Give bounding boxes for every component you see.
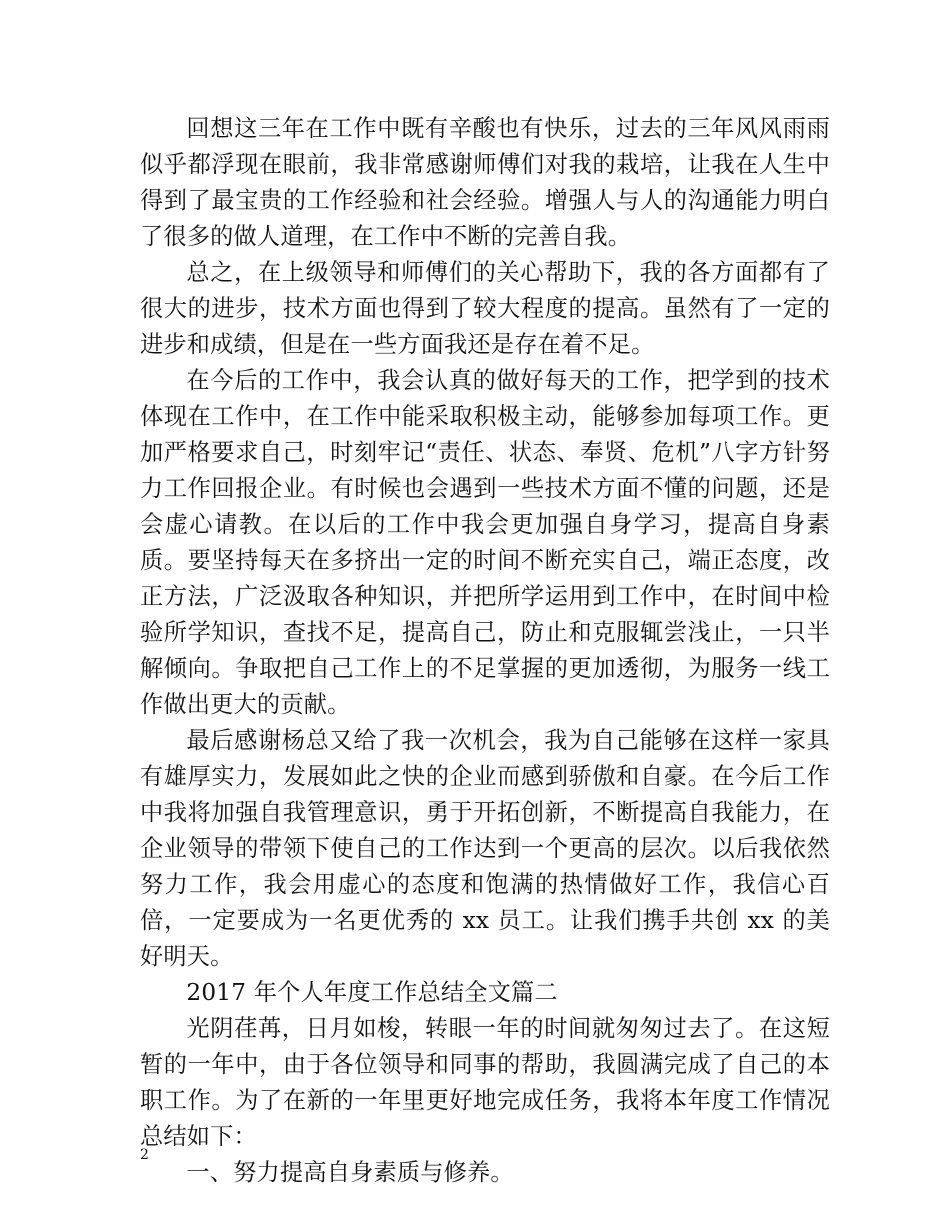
paragraph-future-work: 在今后的工作中，我会认真的做好每天的工作，把学到的技术体现在工作中，在工作中能采取积极主动，能够参加每项工作。更加严格要求自己，时刻牢记“责任、状态、奉贤、危机”八字方针努力工作回报企业。有时候也会遇到一些技术方面不懂的问题，还是会虚心请教。在以后的工作中我会更加强自身学习，提高自身素质。要坚持每天在多挤出一定的时间不断充实自己，端正态度，改正方法，广泛汲取各种知识，并把所学运用到工作中，在时间中检验所学知识，查找不足，提高自己，防止和克服辄尝浅止，一只半解倾向。争取把自己工作上的不足掌握的更加透彻，为服务一线工作做出更大的贡献。 xyxy=(140,367,830,718)
subheading-self-improvement: 一、努力提高自身素质与修养。 xyxy=(186,1159,514,1186)
paragraph-reflection: 回想这三年在工作中既有辛酸也有快乐，过去的三年风风雨雨似乎都浮现在眼前，我非常感谢师傅们对我的栽培，让我在人生中得到了最宝贵的工作经验和社会经验。增强人与人的沟通能力明白了很多的做人道理，在工作中不断的完善自我。 xyxy=(140,115,830,250)
paragraph-year-intro: 光阴荏苒，日月如梭，转眼一年的时间就匆匆过去了。在这短暂的一年中，由于各位领导和同事的帮助，我圆满完成了自己的本职工作。为了在新的一年里更好地完成任务，我将本年度工作情况总结如下： xyxy=(140,1015,830,1150)
paragraph-thanks: 最后感谢杨总又给了我一次机会，我为自己能够在这样一家具有雄厚实力，发展如此之快的企业而感到骄傲和自豪。在今后工作中我将加强自我管理意识，勇于开拓创新，不断提高自我能力，在企业领导的带领下使自己的工作达到一个更高的层次。以后我依然努力工作，我会用虚心的态度和饱满的热情做好工作，我信心百倍，一定要成为一名更优秀的 xx 员工。让我们携手共创 xx 的美好明天。 xyxy=(140,727,830,970)
section-heading-part-two: 2017 年个人年度工作总结全文篇二 xyxy=(186,979,558,1006)
paragraph-summary: 总之，在上级领导和师傅们的关心帮助下，我的各方面都有了很大的进步，技术方面也得到了较大程度的提高。虽然有了一定的进步和成绩，但是在一些方面我还是存在着不足。 xyxy=(140,259,830,358)
page-number: 2 xyxy=(140,1147,149,1163)
document-page xyxy=(140,111,830,1191)
